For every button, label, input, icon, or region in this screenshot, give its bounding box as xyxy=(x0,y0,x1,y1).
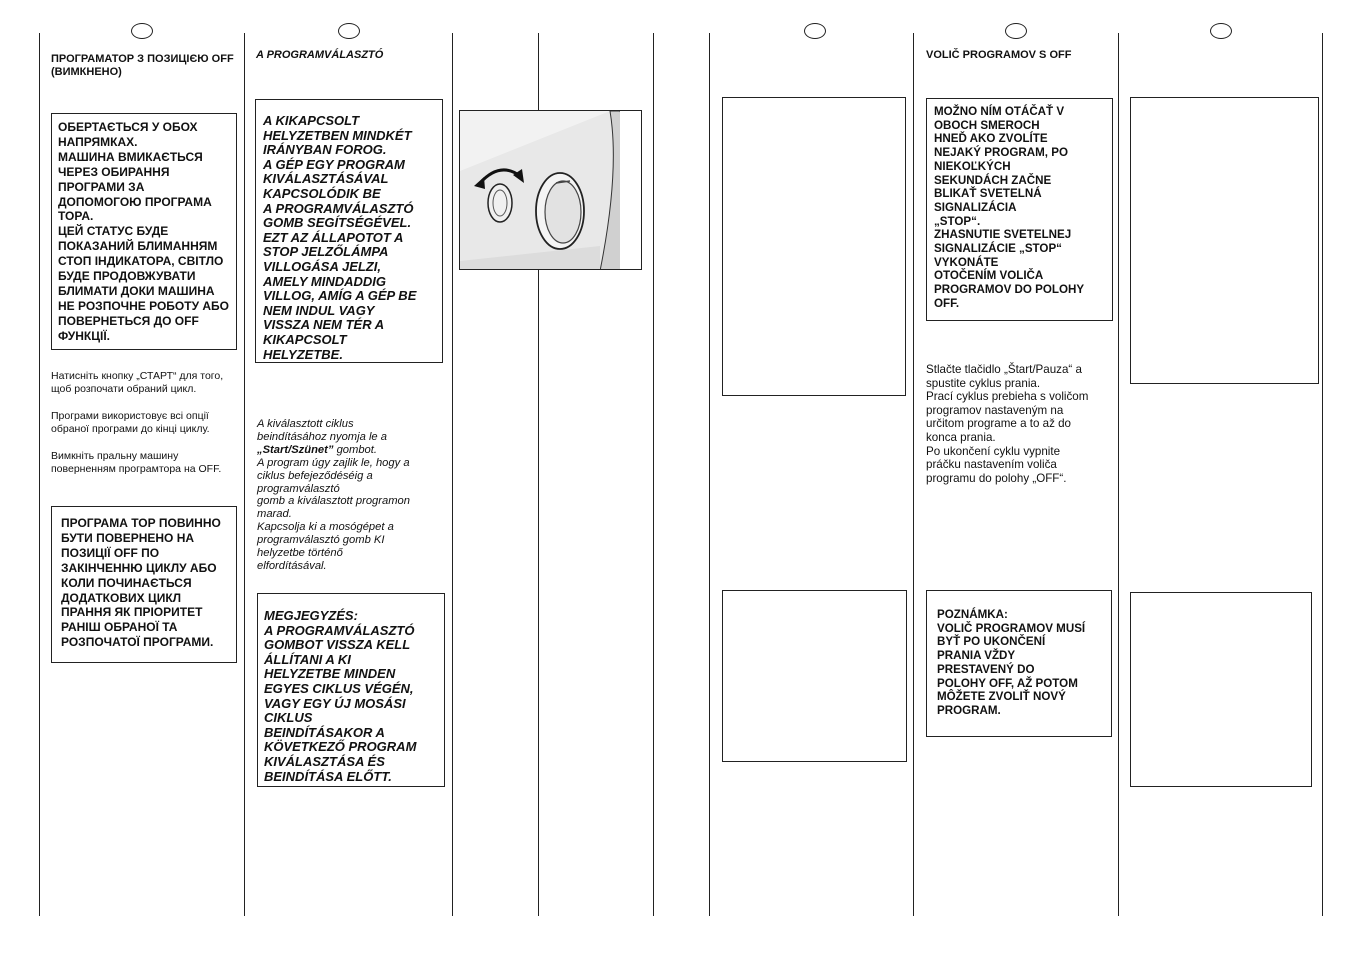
column-divider xyxy=(653,33,654,916)
empty-text-box xyxy=(1130,592,1312,787)
sk-info-box xyxy=(926,98,1113,321)
sk-paragraph: Stlačte tlačidlo „Štart/Pauza“ a spustite cyklus prania. Prací cyklus prebieha s voličom programov nastaveným na určitom programe a to až do konca prania. Po ukončení cyklu vypnite práčku nastavením voliča programu do polohy „OFF“. xyxy=(926,363,1089,485)
hu-heading: A PROGRAMVÁLASZTÓ xyxy=(256,49,384,61)
hu-start-button-label: „Start/Szünet” xyxy=(257,443,334,456)
language-circle-icon xyxy=(131,23,153,39)
column-divider xyxy=(39,33,40,916)
empty-text-box xyxy=(1130,97,1319,384)
ua-paragraph-start: Натисніть кнопку „СТАРТ“ для того, щоб розпочати обраний цикл. xyxy=(51,370,224,395)
sk-note-box xyxy=(926,590,1112,737)
program-knob-icon xyxy=(460,111,642,270)
sk-heading: VOLIČ PROGRAMOV S OFF xyxy=(926,49,1072,61)
sk-note-box-text: POZNÁMKA: VOLIČ PROGRAMOV MUSÍ BYŤ PO UKONČENÍ PRANIA VŽDY PRESTAVENÝ DO POLOHY OFF, AŽ POTOM MÔŽETE ZVOLIŤ NOVÝ PROGRAM. xyxy=(937,608,1086,717)
ua-note-box-text: ПРОГРАМА ТОР ПОВИННО БУТИ ПОВЕРНЕНО НА ПОЗИЦІЇ OFF ПО ЗАКІНЧЕННЮ ЦИКЛУ АБО КОЛИ ПОЧИНАЄТЬСЯ ДОДАТКОВИХ ЦИКЛ ПРАННЯ ЯК ПРІОРИТЕТ РАНІШ ОБРАНОЇ ТА РОЗПОЧАТОЇ ПРОГРАМИ. xyxy=(61,516,221,650)
column-divider xyxy=(1118,33,1119,916)
language-circle-icon xyxy=(1210,23,1232,39)
empty-text-box xyxy=(722,97,906,396)
column-divider xyxy=(1322,33,1323,916)
program-selector-illustration xyxy=(459,110,642,270)
ua-paragraph-options: Програми використовує всі опції обраної програми до кінці циклу. xyxy=(51,410,210,435)
hu-note-box-text: MEGJEGYZÉS: A PROGRAMVÁLASZTÓ GOMBOT VISSZA KELL ÁLLÍTANI A KI HELYZETBE MINDEN EGYES CIKLUS VÉGÉN, VAGY EGY ÚJ MOSÁSI CIKLUS BEINDÍTÁSAKOR A KÖVETKEZŐ PROGRAM KIVÁLASZTÁSA ÉS BEINDÍTÁSA ELŐTT. xyxy=(264,608,417,784)
hu-info-box-text: A KIKAPCSOLT HELYZETBEN MINDKÉT IRÁNYBAN FOROG. A GÉP EGY PROGRAM KIVÁLASZTÁSÁVAL KAPCSOLÓDIK BE A PROGRAMVÁLASZTÓ GOMB SEGÍTSÉGÉVEL. EZT AZ ÁLLAPOTOT A STOP JELZŐLÁMPA VILLOGÁSA JELZI, AMELY MINDADDIG VILLOG, AMÍG A GÉP BE NEM INDUL VAGY VISSZA NEM TÉR A KIKAPCSOLT HELYZETBE. xyxy=(263,113,417,362)
hu-info-box xyxy=(255,99,443,363)
hu-paragraph-a: A kiválasztott ciklus beindításához nyomja le a xyxy=(257,418,387,443)
column-divider xyxy=(452,33,453,916)
language-circle-icon xyxy=(804,23,826,39)
empty-text-box xyxy=(722,590,907,762)
column-divider xyxy=(709,33,710,916)
hu-paragraph-b: gombot. xyxy=(333,443,378,456)
ua-note-box xyxy=(51,506,237,663)
ua-info-box-text: ОБЕРТАЄТЬСЯ У ОБОХ НАПРЯМКАХ. МАШИНА ВМИКАЄТЬСЯ ЧЕРЕЗ ОБИРАННЯ ПРОГРАМИ ЗА ДОПОМОГОЮ ПРОГРАМА ТОРА. ЦЕЙ СТАТУС БУДЕ ПОКАЗАНИЙ БЛИМАННЯМ СТОП ІНДИКАТОРА, СВІТЛО БУДЕ ПРОДОВЖУВАТИ БЛИМАТИ ДОКИ МАШИНА НЕ РОЗПОЧНЕ РОБОТУ АБО ПОВЕРНЕТЬСЯ ДО OFF ФУНКЦІЇ. xyxy=(58,120,229,343)
ua-heading: ПРОГРАМАТОР З ПОЗИЦІЄЮ OFF (ВИМКНЕНО) xyxy=(51,53,234,78)
ua-info-box xyxy=(51,113,237,350)
language-circle-icon xyxy=(1005,23,1027,39)
hu-paragraph xyxy=(257,418,447,573)
column-divider xyxy=(913,33,914,916)
language-circle-icon xyxy=(338,23,360,39)
ua-paragraph-off: Вимкніть пральну машину поверненням програмтора на OFF. xyxy=(51,450,222,475)
hu-paragraph-c: A program úgy zajlik le, hogy a ciklus befejeződéséig a programválasztó gomb a kiválasztott programon marad. Kapcsolja ki a mosógépet a programválasztó gomb KI helyzetbe történő elfordításával. xyxy=(257,456,410,572)
hu-note-box xyxy=(257,593,445,787)
sk-info-box-text: MOŽNO NÍM OTÁČAŤ V OBOCH SMEROCH HNEĎ AKO ZVOLÍTE NEJAKÝ PROGRAM, PO NIEKOĽKÝCH SEKUNDÁCH ZAČNE BLIKAŤ SVETELNÁ SIGNALIZÁCIA „STOP“. ZHASNUTIE SVETELNEJ SIGNALIZÁCIE „STOP“ VYKONÁTE OTOČENÍM VOLIČA PROGRAMOV DO POLOHY OFF. xyxy=(934,105,1085,310)
column-divider xyxy=(244,33,245,916)
